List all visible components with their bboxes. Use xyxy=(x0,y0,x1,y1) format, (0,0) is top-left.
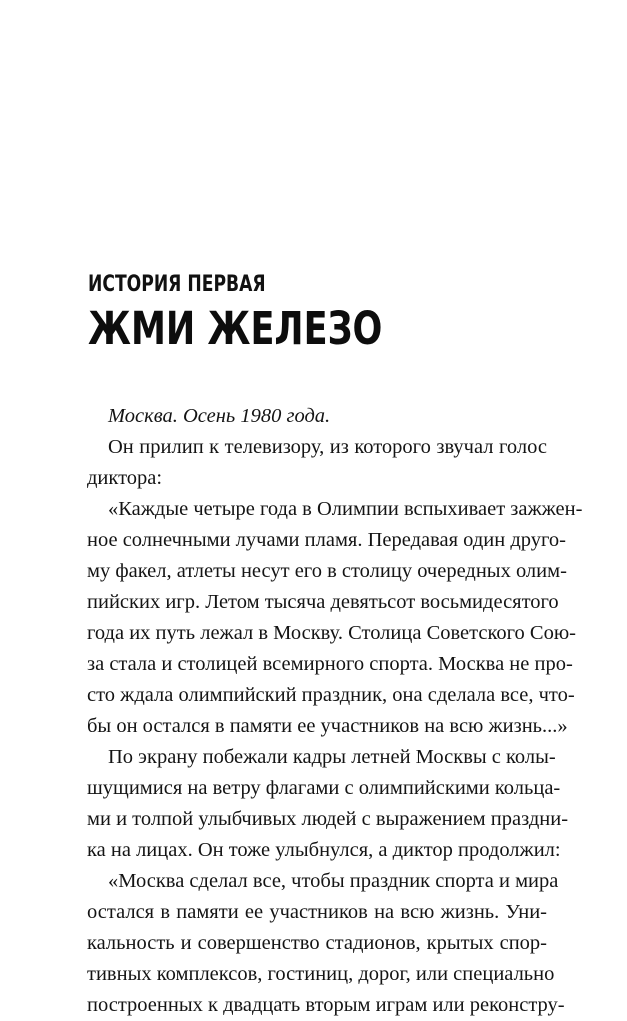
text-line: диктора: xyxy=(87,467,163,489)
chapter-title: ЖМИ ЖЕЛЕЗО xyxy=(88,302,383,355)
text-line: ное солнечными лучами пламя. Передавая один друго- xyxy=(87,529,566,551)
text-line: «Москва сделал все, чтобы праздник спорта и мира xyxy=(108,870,559,892)
text-line: построенных к двадцать вторым играм или реконстру- xyxy=(87,994,565,1016)
dateline: Москва. Осень 1980 года. xyxy=(108,405,331,427)
text-line: му факел, атлеты несут его в столицу очередных олим- xyxy=(87,560,567,582)
text-line: бы он остался в памяти ее участников на всю жизнь...» xyxy=(87,715,568,737)
text-line: шущимися на ветру флагами с олимпийскими кольца- xyxy=(87,777,561,799)
text-line: за стала и столицей всемирного спорта. Москва не про- xyxy=(87,653,573,675)
text-line: ми и толпой улыбчивых людей с выражением праздни- xyxy=(87,808,569,830)
text-line: тивных комплексов, гостиниц, дорог, или специально xyxy=(87,963,555,985)
text-line: По экрану побежали кадры летней Москвы с колы- xyxy=(108,746,556,768)
text-line: Он прилип к телевизору, из которого звучал голос xyxy=(108,436,547,458)
text-line: «Каждые четыре года в Олимпии вспыхивает зажжен- xyxy=(108,498,583,520)
chapter-number-heading: ИСТОРИЯ ПЕРВАЯ xyxy=(88,272,266,297)
text-line: пийских игр. Летом тысяча девятьсот восьмидесятого xyxy=(87,591,559,613)
text-line: остался в памяти ее участников на всю жизнь. Уни- xyxy=(87,901,547,923)
text-line: кальность и совершенство стадионов, крытых спор- xyxy=(87,932,547,954)
chapter-body-text xyxy=(87,401,583,1021)
text-line: сто ждала олимпийский праздник, она сделала все, что- xyxy=(87,684,575,706)
text-line: года их путь лежал в Москву. Столица Советского Сою- xyxy=(87,622,576,644)
text-line: ка на лицах. Он тоже улыбнулся, а диктор продолжил: xyxy=(87,839,561,861)
